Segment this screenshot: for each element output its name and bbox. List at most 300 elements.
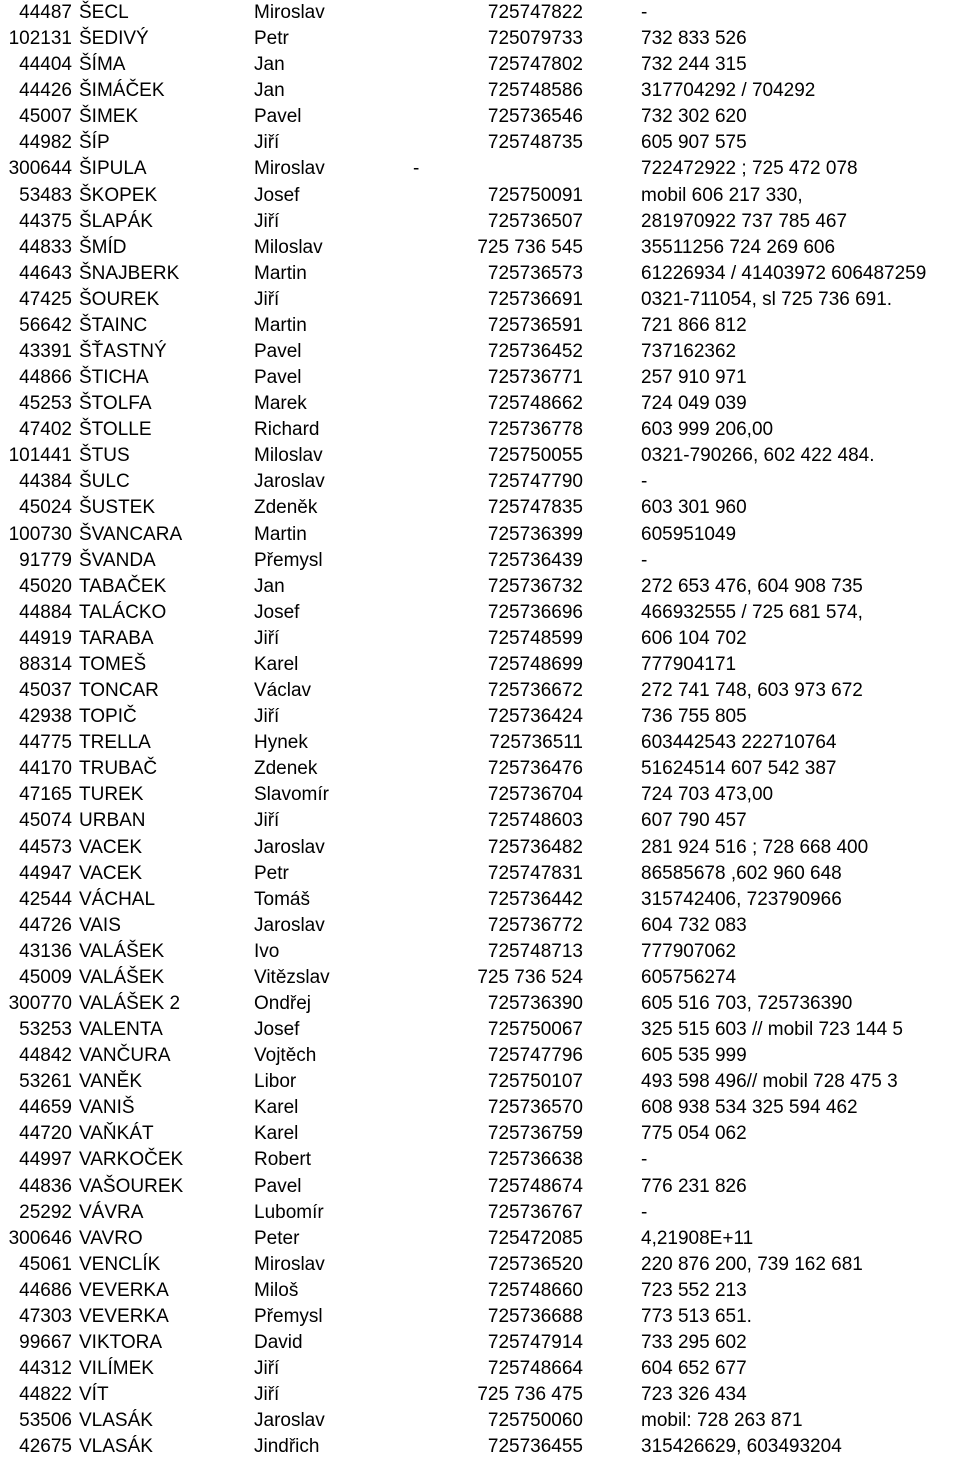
row-phone: 725736507 — [487, 210, 583, 232]
row-id: 53253 — [19, 1019, 72, 1041]
row-id: 43136 — [19, 940, 72, 962]
row-contact: 0321-711054, sl 725 736 691. — [641, 288, 893, 310]
row-phone: 725748586 — [487, 80, 583, 102]
row-first-name: Miloslav — [254, 236, 323, 258]
row-first-name: Tomáš — [254, 888, 310, 910]
row-phone: 725748674 — [487, 1175, 583, 1197]
row-first-name: Martin — [254, 314, 307, 336]
row-id: 43391 — [19, 341, 72, 363]
row-contact: 604 732 083 — [641, 914, 747, 936]
row-first-name: David — [254, 1331, 303, 1353]
row-first-name: Lubomír — [254, 1201, 324, 1223]
row-phone: 725736442 — [487, 888, 583, 910]
row-contact: 35511256 724 269 606 — [641, 236, 836, 258]
row-phone: 725750107 — [487, 1071, 583, 1093]
row-surname: VENCLÍK — [79, 1253, 161, 1275]
list-item — [0, 235, 960, 261]
list-item — [0, 1226, 960, 1252]
row-surname: TOPIČ — [79, 706, 137, 728]
list-item — [0, 1147, 960, 1173]
list-item — [0, 1408, 960, 1434]
row-phone: 725736759 — [487, 1123, 583, 1145]
row-surname: ŠIMEK — [79, 106, 139, 128]
row-contact: 272 741 748, 603 973 672 — [641, 680, 863, 702]
row-surname: VALÁŠEK — [79, 940, 165, 962]
list-item — [0, 1252, 960, 1278]
row-phone: 725747914 — [487, 1331, 583, 1353]
row-id: 44822 — [19, 1384, 72, 1406]
row-first-name: Zdeněk — [254, 497, 318, 519]
row-phone: 725736455 — [487, 1436, 583, 1458]
row-contact: 724 703 473,00 — [641, 784, 774, 806]
row-contact: 737162362 — [641, 341, 737, 363]
list-item — [0, 782, 960, 808]
row-surname: ŠIPULA — [79, 158, 147, 180]
list-item — [0, 26, 960, 52]
row-surname: ŠVANCARA — [79, 523, 183, 545]
row-phone: 725736638 — [487, 1149, 583, 1171]
row-contact: mobil 606 217 330, — [641, 184, 803, 206]
row-contact: 608 938 534 325 594 462 — [641, 1097, 858, 1119]
row-contact: 4,21908E+11 — [641, 1227, 754, 1249]
row-first-name: Jaroslav — [254, 471, 325, 493]
row-phone: 725736704 — [487, 784, 583, 806]
row-surname: ŠEDIVÝ — [79, 28, 149, 50]
row-phone: 725747822 — [487, 2, 583, 23]
list-item — [0, 835, 960, 861]
row-id: 44726 — [19, 914, 72, 936]
row-first-name: Miroslav — [254, 158, 325, 180]
row-id: 44375 — [19, 210, 72, 232]
row-first-name: Zdenek — [254, 758, 318, 780]
list-item — [0, 78, 960, 104]
row-phone: 725736691 — [487, 288, 583, 310]
row-phone: 725736672 — [487, 680, 583, 702]
list-item — [0, 339, 960, 365]
row-contact: 605 516 703, 725736390 — [641, 992, 853, 1014]
row-id: 47165 — [19, 784, 72, 806]
row-first-name: Jiří — [254, 210, 280, 232]
row-id: 44426 — [19, 80, 72, 102]
row-id: 44947 — [19, 862, 72, 884]
row-id: 45037 — [19, 680, 72, 702]
row-id: 44836 — [19, 1175, 72, 1197]
row-surname: ŠLAPÁK — [79, 210, 153, 232]
list-item — [0, 678, 960, 704]
row-contact: 466932555 / 725 681 574, — [641, 601, 863, 623]
row-id: 99667 — [19, 1331, 72, 1353]
row-contact: 603442543 222710764 — [641, 732, 837, 754]
row-surname: VANIŠ — [79, 1097, 135, 1119]
row-id: 45024 — [19, 497, 72, 519]
row-first-name: Václav — [254, 680, 312, 702]
row-surname: ŠOUREK — [79, 288, 160, 310]
row-contact: 605951049 — [641, 523, 737, 545]
list-item — [0, 287, 960, 313]
row-first-name: Jiří — [254, 810, 280, 832]
row-phone: 725748664 — [487, 1358, 583, 1380]
row-id: 44686 — [19, 1279, 72, 1301]
row-id: 44312 — [19, 1358, 72, 1380]
row-phone: 725748662 — [487, 393, 583, 415]
list-item — [0, 1330, 960, 1356]
row-surname: VANĚK — [79, 1071, 143, 1093]
row-phone: 725750055 — [487, 445, 583, 467]
list-item — [0, 365, 960, 391]
row-id: 53506 — [19, 1410, 72, 1432]
row-phone: 725736778 — [487, 419, 583, 441]
row-phone: 725747831 — [487, 862, 583, 884]
row-id: 42544 — [19, 888, 72, 910]
row-contact: 51624514 607 542 387 — [641, 758, 837, 780]
row-contact: 724 049 039 — [641, 393, 747, 415]
row-contact: 272 653 476, 604 908 735 — [641, 575, 863, 597]
row-id: 100730 — [8, 523, 72, 545]
row-surname: VALÁŠEK 2 — [79, 992, 181, 1014]
row-contact: 721 866 812 — [641, 314, 747, 336]
row-id: 44884 — [19, 601, 72, 623]
row-contact: 777904171 — [641, 653, 737, 675]
row-contact: 281970922 737 785 467 — [641, 210, 848, 232]
row-phone: 725750060 — [487, 1410, 583, 1432]
row-surname: VARKOČEK — [79, 1149, 184, 1171]
row-contact: - — [641, 549, 648, 571]
row-phone: 725748699 — [487, 653, 583, 675]
list-item — [0, 913, 960, 939]
row-surname: TABAČEK — [79, 575, 167, 597]
row-contact: mobil: 728 263 871 — [641, 1410, 803, 1432]
row-phone: 725736399 — [487, 523, 583, 545]
row-surname: ŠÍMA — [79, 54, 126, 76]
row-contact: - — [641, 471, 648, 493]
list-item — [0, 574, 960, 600]
list-item — [0, 652, 960, 678]
row-contact: 603 999 206,00 — [641, 419, 774, 441]
row-phone: 725736688 — [487, 1305, 583, 1327]
row-surname: ŠECL — [79, 2, 129, 23]
row-contact: 723 326 434 — [641, 1384, 747, 1406]
row-first-name: Miloš — [254, 1279, 299, 1301]
list-item — [0, 1434, 960, 1460]
list-item — [0, 183, 960, 209]
row-first-name: Karel — [254, 1123, 299, 1145]
row-phone: 725736732 — [487, 575, 583, 597]
list-item — [0, 1174, 960, 1200]
list-item — [0, 391, 960, 417]
row-contact: 325 515 603 // mobil 723 144 5 — [641, 1019, 903, 1041]
row-id: 53261 — [19, 1071, 72, 1093]
row-phone: 725736771 — [487, 367, 583, 389]
list-item — [0, 861, 960, 887]
row-first-name: Ivo — [254, 940, 280, 962]
row-phone: 725736570 — [487, 1097, 583, 1119]
list-item — [0, 104, 960, 130]
row-phone: 725 736 524 — [477, 966, 583, 988]
list-item — [0, 704, 960, 730]
row-contact: 607 790 457 — [641, 810, 747, 832]
list-item — [0, 756, 960, 782]
row-id: 44487 — [19, 2, 72, 23]
row-phone: 725750067 — [487, 1019, 583, 1041]
row-contact: - — [641, 1201, 648, 1223]
row-surname: ŠTAINC — [79, 314, 148, 336]
row-first-name: Jaroslav — [254, 914, 325, 936]
list-item — [0, 417, 960, 443]
row-first-name: Peter — [254, 1227, 300, 1249]
row-first-name: Pavel — [254, 106, 302, 128]
row-id: 44659 — [19, 1097, 72, 1119]
row-phone: 725472085 — [487, 1227, 583, 1249]
row-phone: 725736476 — [487, 758, 583, 780]
row-id: 45007 — [19, 106, 72, 128]
row-first-name: Petr — [254, 28, 289, 50]
row-surname: VEVERKA — [79, 1305, 169, 1327]
list-item — [0, 130, 960, 156]
row-contact: 736 755 805 — [641, 706, 747, 728]
list-item — [0, 1356, 960, 1382]
row-id: 101441 — [8, 445, 72, 467]
row-first-name: Jan — [254, 80, 285, 102]
list-item — [0, 209, 960, 235]
row-phone: 725747796 — [487, 1045, 583, 1067]
row-surname: VANČURA — [79, 1045, 171, 1067]
row-surname: VALENTA — [79, 1019, 163, 1041]
row-phone: 725736424 — [487, 706, 583, 728]
row-id: 44720 — [19, 1123, 72, 1145]
list-item — [0, 965, 960, 991]
row-first-name: Josef — [254, 601, 300, 623]
row-contact: - — [641, 2, 648, 23]
row-first-name: Pavel — [254, 367, 302, 389]
row-first-name: Pavel — [254, 341, 302, 363]
row-first-name: Jiří — [254, 1384, 280, 1406]
row-first-name: Jan — [254, 54, 285, 76]
row-phone: 725736767 — [487, 1201, 583, 1223]
row-id: 45009 — [19, 966, 72, 988]
row-id: 44842 — [19, 1045, 72, 1067]
row-phone: 725748603 — [487, 810, 583, 832]
list-item — [0, 1304, 960, 1330]
row-contact: 220 876 200, 739 162 681 — [641, 1253, 863, 1275]
row-first-name: Přemysl — [254, 1305, 323, 1327]
row-surname: VAIS — [79, 914, 121, 936]
row-first-name: Ondřej — [254, 992, 312, 1014]
row-surname: TARABA — [79, 627, 154, 649]
row-surname: TOMEŠ — [79, 653, 147, 675]
row-first-name: Jiří — [254, 706, 280, 728]
row-surname: ŠNAJBERK — [79, 262, 180, 284]
list-item — [0, 1069, 960, 1095]
row-first-name: Karel — [254, 653, 299, 675]
row-surname: URBAN — [79, 810, 146, 832]
row-contact: 605756274 — [641, 966, 737, 988]
list-item — [0, 313, 960, 339]
row-surname: ŠŤASTNÝ — [79, 341, 167, 363]
row-first-name: Martin — [254, 262, 307, 284]
row-id: 44404 — [19, 54, 72, 76]
row-contact: 733 295 602 — [641, 1331, 747, 1353]
row-contact: 257 910 971 — [641, 367, 747, 389]
row-id: 44982 — [19, 132, 72, 154]
row-phone: 725736772 — [487, 914, 583, 936]
row-id: 45061 — [19, 1253, 72, 1275]
row-first-name: Jaroslav — [254, 1410, 325, 1432]
row-phone: 725736520 — [487, 1253, 583, 1275]
row-surname: ŠTUS — [79, 445, 130, 467]
row-first-name: Karel — [254, 1097, 299, 1119]
row-contact: 732 833 526 — [641, 28, 747, 50]
row-surname: VACEK — [79, 836, 143, 858]
row-first-name: Jiří — [254, 1358, 280, 1380]
row-first-name: Josef — [254, 184, 300, 206]
row-surname: VILÍMEK — [79, 1358, 154, 1380]
row-surname: VÍT — [79, 1384, 109, 1406]
row-contact: 776 231 826 — [641, 1175, 747, 1197]
list-item — [0, 1095, 960, 1121]
row-contact: 604 652 677 — [641, 1358, 747, 1380]
row-contact: 315742406, 723790966 — [641, 888, 842, 910]
row-contact: 493 598 496// mobil 728 475 3 — [641, 1071, 898, 1093]
row-first-name: Miroslav — [254, 2, 325, 23]
row-first-name: Petr — [254, 862, 289, 884]
row-contact: 777907062 — [641, 940, 737, 962]
row-id: 42938 — [19, 706, 72, 728]
row-surname: VÁCHAL — [79, 888, 156, 910]
row-id: 44643 — [19, 262, 72, 284]
row-phone: 725748735 — [487, 132, 583, 154]
row-contact: 732 302 620 — [641, 106, 747, 128]
row-id: 91779 — [19, 549, 72, 571]
list-item — [0, 522, 960, 548]
row-phone: 725079733 — [487, 28, 583, 50]
row-id: 44919 — [19, 627, 72, 649]
row-phone: 725736452 — [487, 341, 583, 363]
row-first-name: Jiří — [254, 288, 280, 310]
row-id: 88314 — [19, 653, 72, 675]
list-item — [0, 469, 960, 495]
list-item — [0, 1043, 960, 1069]
row-phone: 725736696 — [487, 601, 583, 623]
row-first-name: Richard — [254, 419, 320, 441]
row-contact: 722472922 ; 725 472 078 — [641, 158, 858, 180]
row-id: 44573 — [19, 836, 72, 858]
list-item — [0, 887, 960, 913]
row-phone: 725 736 545 — [477, 236, 583, 258]
row-surname: VALÁŠEK — [79, 966, 165, 988]
row-surname: ŠMÍD — [79, 236, 127, 258]
row-surname: TRUBAČ — [79, 758, 158, 780]
row-surname: VLASÁK — [79, 1410, 153, 1432]
row-phone: 725736573 — [487, 262, 583, 284]
row-id: 47303 — [19, 1305, 72, 1327]
list-item — [0, 1017, 960, 1043]
row-phone: 725747802 — [487, 54, 583, 76]
row-surname: VIKTORA — [79, 1331, 163, 1353]
row-contact: 0321-790266, 602 422 484. — [641, 445, 875, 467]
list-item — [0, 1200, 960, 1226]
row-id: 45253 — [19, 393, 72, 415]
list-item — [0, 991, 960, 1017]
row-surname: ŠUSTEK — [79, 497, 156, 519]
row-first-name: Miloslav — [254, 445, 323, 467]
row-phone: 725736390 — [487, 992, 583, 1014]
list-item — [0, 939, 960, 965]
row-phone: 725 736 475 — [477, 1384, 583, 1406]
row-contact: 773 513 651. — [641, 1305, 752, 1327]
row-phone: 725750091 — [487, 184, 583, 206]
list-item — [0, 808, 960, 834]
row-surname: TONCAR — [79, 680, 159, 702]
row-first-name: Hynek — [254, 732, 308, 754]
row-contact: - — [641, 1149, 648, 1171]
row-first-name: Robert — [254, 1149, 312, 1171]
row-first-name: Slavomír — [254, 784, 329, 806]
row-id: 45020 — [19, 575, 72, 597]
row-surname: VAŠOUREK — [79, 1175, 184, 1197]
row-phone: 725736439 — [487, 549, 583, 571]
row-contact: 723 552 213 — [641, 1279, 747, 1301]
row-surname: TRELLA — [79, 732, 151, 754]
row-phone: 725736546 — [487, 106, 583, 128]
row-first-name: Jaroslav — [254, 836, 325, 858]
row-id: 44866 — [19, 367, 72, 389]
row-surname: ŠIMÁČEK — [79, 80, 165, 102]
row-id: 44170 — [19, 758, 72, 780]
row-id: 53483 — [19, 184, 72, 206]
row-first-name: Marek — [254, 393, 307, 415]
row-id: 45074 — [19, 810, 72, 832]
row-contact: 603 301 960 — [641, 497, 747, 519]
row-surname: ŠTOLLE — [79, 419, 152, 441]
row-surname: ŠVANDA — [79, 549, 156, 571]
row-contact: 605 907 575 — [641, 132, 747, 154]
list-item — [0, 0, 960, 26]
row-contact: 61226934 / 41403972 606487259 — [641, 262, 927, 284]
row-surname: TALÁCKO — [79, 601, 167, 623]
row-first-name: Jindřich — [254, 1436, 320, 1458]
row-contact: 281 924 516 ; 728 668 400 — [641, 836, 869, 858]
row-phone: 725748660 — [487, 1279, 583, 1301]
row-phone: 725748599 — [487, 627, 583, 649]
list-item — [0, 443, 960, 469]
row-surname: VAVRO — [79, 1227, 143, 1249]
row-first-name: Martin — [254, 523, 307, 545]
row-contact: 606 104 702 — [641, 627, 747, 649]
list-item — [0, 548, 960, 574]
list-item — [0, 1278, 960, 1304]
row-phone: 725736591 — [487, 314, 583, 336]
row-id: 44997 — [19, 1149, 72, 1171]
row-id: 300644 — [8, 158, 72, 180]
row-contact: 86585678 ,602 960 648 — [641, 862, 842, 884]
row-surname: TUREK — [79, 784, 144, 806]
row-id: 44775 — [19, 732, 72, 754]
list-item — [0, 495, 960, 521]
row-surname: ŠTOLFA — [79, 393, 152, 415]
row-first-name: Vojtěch — [254, 1045, 317, 1067]
row-first-name: Libor — [254, 1071, 297, 1093]
list-item — [0, 52, 960, 78]
row-surname: ŠULC — [79, 471, 130, 493]
row-phone: 725736482 — [487, 836, 583, 858]
row-id: 44384 — [19, 471, 72, 493]
row-contact: 775 054 062 — [641, 1123, 747, 1145]
row-contact: 605 535 999 — [641, 1045, 747, 1067]
row-phone: 725747790 — [487, 471, 583, 493]
row-id: 42675 — [19, 1436, 72, 1458]
row-id: 44833 — [19, 236, 72, 258]
row-id: 56642 — [19, 314, 72, 336]
